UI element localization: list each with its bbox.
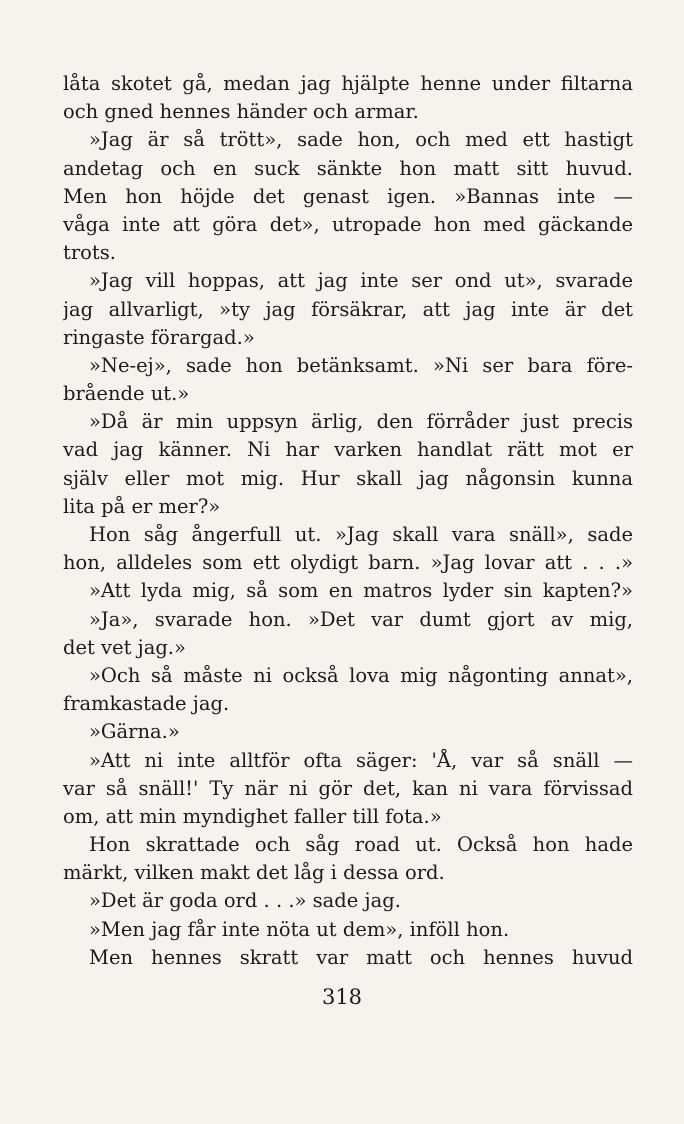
text-line: låta skotet gå, medan jag hjälpte henne under filtarna — [63, 72, 633, 95]
text-line: andetag och en suck sänkte hon matt sitt huvud. — [63, 156, 633, 180]
text-line: »Gärna.» — [89, 720, 180, 744]
text-line: vad jag känner. Ni har varken handlat rätt mot er — [63, 438, 633, 462]
text-line: jag allvarligt, »ty jag försäkrar, att jag inte är det — [63, 297, 633, 321]
text-line: om, att min myndighet faller till fota.» — [63, 804, 442, 828]
text-line: själv eller mot mig. Hur skall jag någonsin kunna — [63, 466, 633, 490]
text-line: märkt, vilken makt det låg i dessa ord. — [63, 861, 445, 885]
text-line: var så snäll!' Ty när ni gör det, kan ni vara förvissad — [63, 776, 633, 800]
text-line: »Jag vill hoppas, att jag inte ser ond ut», svarade — [89, 269, 633, 293]
text-line: Hon skrattade och såg road ut. Också hon hade — [89, 833, 633, 857]
body-text — [63, 70, 633, 972]
text-line: Men hon höjde det genast igen. »Bannas inte — — [63, 184, 633, 208]
text-line: »Jag är så trött», sade hon, och med ett hastigt — [89, 128, 633, 152]
text-line: trots. — [63, 241, 116, 265]
text-line: ringaste förargad.» — [63, 325, 255, 349]
text-line: framkastade jag. — [63, 692, 230, 716]
text-line: »Och så måste ni också lova mig någonting annat», — [89, 663, 633, 687]
page-number: 318 — [321, 985, 363, 1009]
text-line: »Att ni inte alltför ofta säger: 'Å, var så snäll — — [89, 748, 633, 772]
text-line: »Att lyda mig, så som en matros lyder sin kapten?» — [89, 579, 633, 603]
text-line: våga inte att göra det», utropade hon med gäckande — [63, 212, 633, 236]
text-line: hon, alldeles som ett olydigt barn. »Jag lovar att . . .» — [63, 551, 633, 575]
text-line: Men hennes skratt var matt och hennes huvud — [89, 945, 633, 969]
text-line: »Ne-ej», sade hon betänksamt. »Ni ser bara före- — [89, 353, 633, 377]
text-line: »Ja», svarade hon. »Det var dumt gjort av mig, — [89, 607, 633, 631]
text-line: lita på er mer?» — [63, 494, 221, 518]
text-line: det vet jag.» — [63, 635, 186, 659]
text-line: »Men jag får inte nöta ut dem», inföll hon. — [89, 917, 510, 941]
text-line: »Då är min uppsyn ärlig, den förråder just precis — [89, 410, 633, 434]
text-line: och gned hennes händer och armar. — [63, 100, 419, 124]
text-line: »Det är goda ord . . .» sade jag. — [89, 889, 401, 913]
text-line: Hon såg ångerfull ut. »Jag skall vara snäll», sade — [89, 523, 633, 546]
text-line: brående ut.» — [63, 382, 190, 406]
